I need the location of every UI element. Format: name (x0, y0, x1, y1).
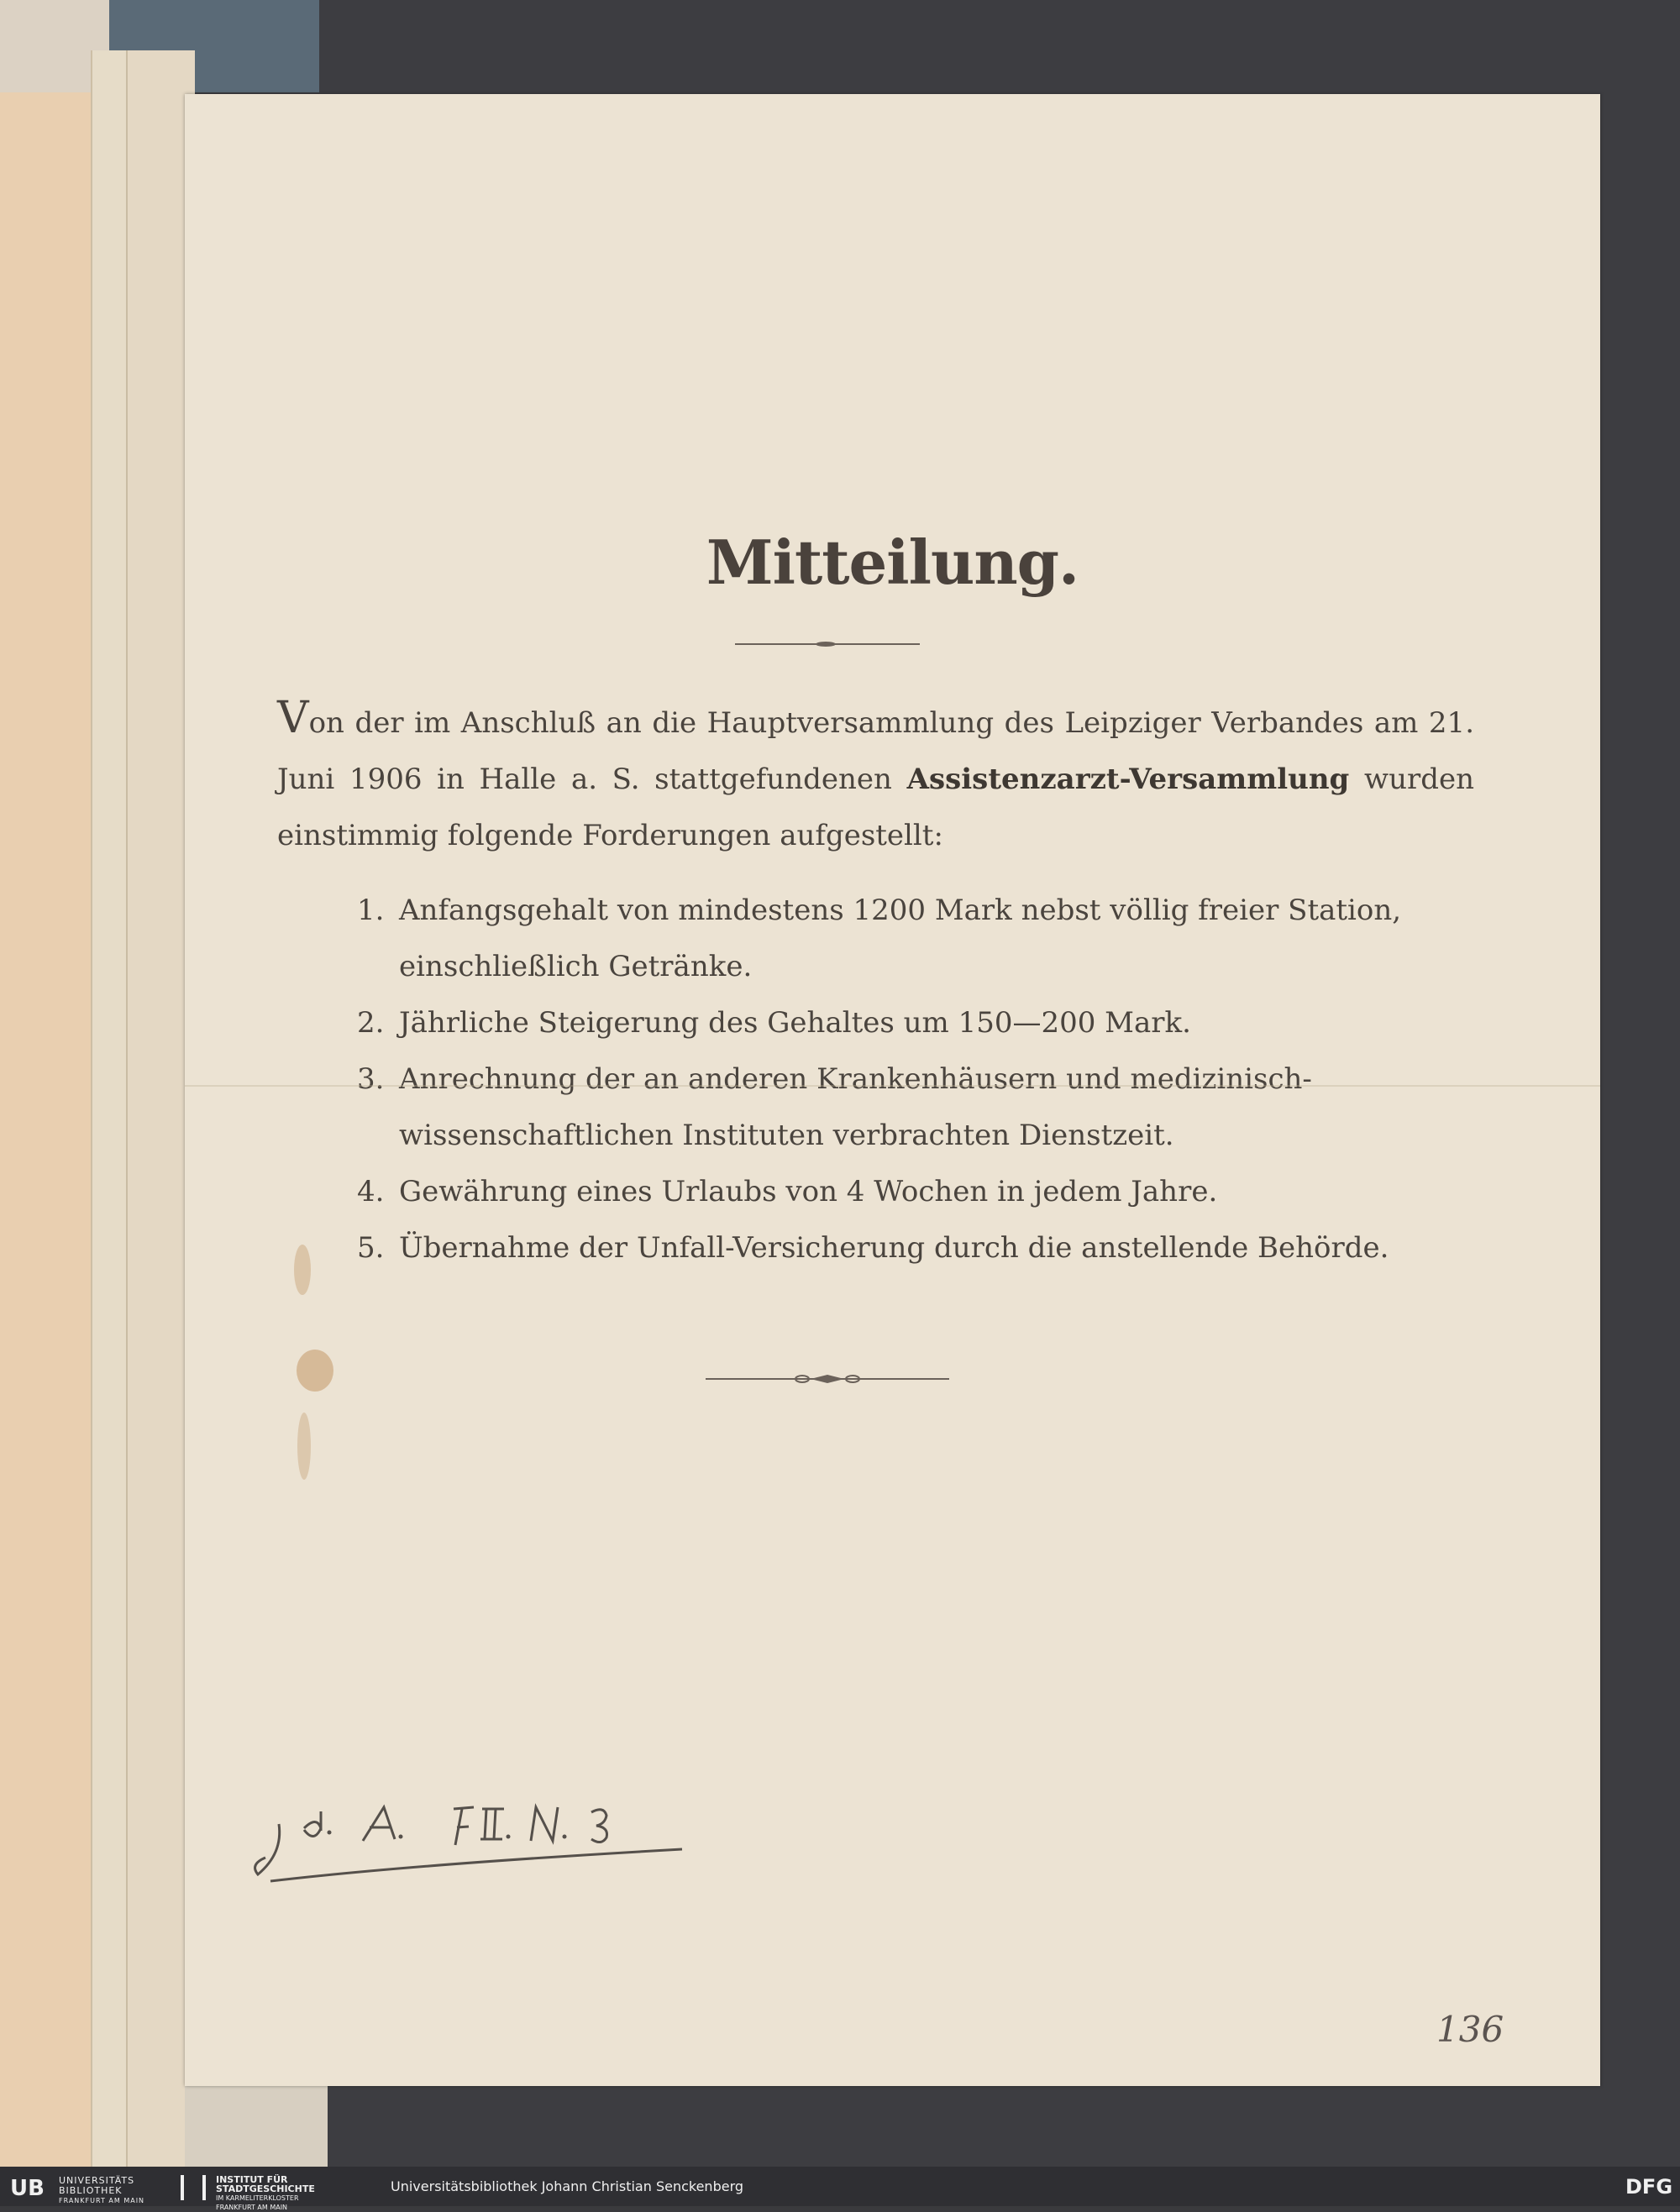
list-item (277, 1051, 1474, 1164)
ub-line: FRANKFURT AM MAIN (59, 2197, 145, 2204)
foxing-stain (286, 1236, 336, 1505)
list-item (277, 883, 1474, 995)
handwritten-signature (245, 1790, 766, 1891)
underlying-page-bottom (185, 2083, 328, 2167)
isg-logo-text (216, 2175, 315, 2212)
underlying-page-strip (91, 50, 126, 2167)
isg-line: IM KARMELITERKLOSTER (216, 2194, 299, 2202)
fold-line (185, 1085, 1600, 1087)
list-item-text: Jährliche Steigerung des Gehaltes um 150—200 Mark. (399, 1006, 1191, 1040)
ub-logo (10, 2173, 170, 2204)
ub-logo-text (59, 2176, 144, 2206)
list-item-text: Anfangsgehalt von mindestens 1200 Mark nebst völlig freier Station, einschließlich Getränke. (399, 894, 1402, 983)
intro-paragraph (277, 690, 1474, 864)
demands-list (277, 883, 1474, 1276)
footer-caption: Universitätsbibliothek Johann Christian Senckenberg (391, 2178, 744, 2194)
intro-emphasis: Assistenzarzt-Versammlung (906, 763, 1350, 796)
isg-logo (181, 2173, 340, 2211)
list-item (277, 995, 1474, 1051)
page-number: 136 (1436, 2009, 1504, 2050)
list-item-number: 2. (357, 1006, 385, 1040)
underlying-page-left (0, 50, 92, 2167)
list-item (277, 1220, 1474, 1276)
footer-bar (0, 2167, 1680, 2211)
list-item-number: 3. (357, 1062, 385, 1096)
isg-line: STADTGESCHICHTE (216, 2183, 315, 2194)
list-item-number: 5. (357, 1231, 385, 1265)
list-item-number: 1. (357, 894, 385, 927)
dfg-logo: DFG (1625, 2175, 1673, 2199)
ub-line: UNIVERSITÄTS (59, 2175, 135, 2186)
dropcap: V (277, 693, 309, 743)
list-item-number: 4. (357, 1175, 385, 1208)
ub-line: BIBLIOTHEK (59, 2185, 123, 2196)
document-title: Mitteilung. (706, 527, 1079, 598)
isg-line: INSTITUT FÜR (216, 2174, 288, 2185)
list-item-text: Anrechnung der an anderen Krankenhäusern und medizinisch-wissenschaftlichen Instituten verbrachten Dienstzeit. (399, 1062, 1312, 1152)
ub-mark: UB (10, 2176, 45, 2201)
ornament-rule-top (735, 636, 920, 653)
document-page (185, 94, 1600, 2086)
list-item-text: Übernahme der Unfall-Versicherung durch die anstellende Behörde. (399, 1231, 1389, 1265)
ornament-rule-bottom (706, 1371, 949, 1387)
intro-text-before: on der im Anschluß an die Hauptversammlung des Leipziger Verbandes am 21. Juni 1906 in Halle a. S. stattgefundenen (277, 706, 1474, 796)
isg-mark-icon (181, 2175, 206, 2200)
list-item-text: Gewährung eines Urlaubs von 4 Wochen in jedem Jahre. (399, 1175, 1218, 1208)
document-body (277, 690, 1474, 1276)
isg-line: FRANKFURT AM MAIN (216, 2204, 288, 2211)
list-item (277, 1164, 1474, 1220)
intro-text-after: wurden einstimmig folgende Forderungen aufgestellt: (277, 763, 1475, 852)
